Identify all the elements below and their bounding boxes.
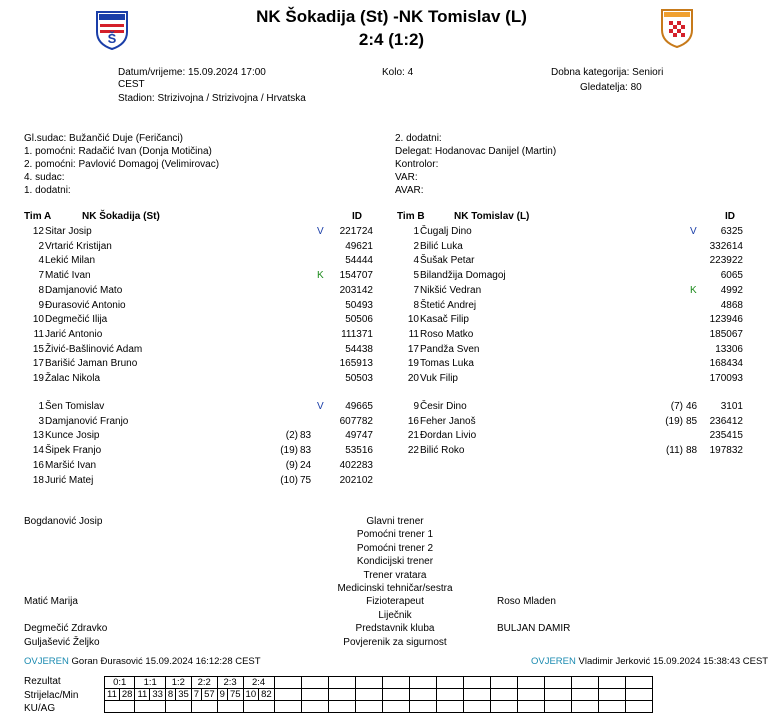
empty-cell	[301, 689, 328, 701]
label-scorer: Strijelac/Min	[24, 690, 79, 701]
player-number: 2	[413, 240, 419, 252]
player-number: 5	[413, 270, 419, 282]
player-id: 53516	[345, 445, 373, 457]
empty-cell	[243, 701, 274, 713]
staff-right-name: BULJAN DAMIR	[497, 623, 571, 635]
substituted-for: (2)	[285, 430, 298, 442]
player-number: 7	[38, 270, 44, 282]
player-name: Živić-Bašlinović Adam	[45, 343, 143, 355]
player-id: 54438	[345, 343, 373, 355]
player-id: 123946	[709, 314, 743, 326]
player-role-mark: K	[690, 284, 697, 296]
empty-cell	[544, 689, 571, 701]
match-timezone: CEST	[118, 79, 145, 90]
ku-ag-row	[105, 701, 653, 713]
player-number: 21	[407, 430, 419, 442]
team-b-id-header: ID	[725, 211, 735, 222]
player-number: 17	[32, 358, 44, 370]
empty-cell	[571, 701, 598, 713]
substituted-for: (9)	[285, 459, 298, 471]
player-name: Bilić Luka	[420, 240, 463, 252]
player-number: 10	[407, 314, 419, 326]
player-id: 402283	[339, 459, 373, 471]
team-b-label: Tim B	[397, 211, 425, 222]
empty-cell	[598, 689, 625, 701]
match-stadium: Stadion: Strizivojna / Strizivojna / Hrvatska	[118, 93, 306, 104]
player-number: 7	[413, 284, 419, 296]
scorer-number: 10	[243, 689, 259, 701]
player-row	[0, 358, 783, 372]
verification-right	[531, 656, 768, 667]
staff-left-name: Bogdanović Josip	[24, 516, 103, 527]
result-cell: 2:2	[191, 677, 217, 689]
player-name: Jurić Matej	[45, 474, 94, 486]
empty-cell	[517, 701, 544, 713]
empty-cell	[217, 701, 243, 713]
player-number: 1	[38, 401, 44, 412]
player-role-mark: V	[317, 401, 324, 412]
player-role-mark: V	[317, 226, 324, 237]
staff-role: Predstavnik kluba	[355, 623, 435, 635]
empty-cell	[490, 677, 517, 689]
player-id: 54444	[345, 255, 373, 267]
empty-cell	[274, 701, 301, 713]
scorer-minute: 35	[176, 689, 192, 701]
scorer-number: 8	[165, 689, 175, 701]
player-number: 4	[38, 255, 44, 267]
player-name: Šipek Franjo	[45, 445, 102, 457]
player-name: Đordan Livio	[420, 430, 477, 442]
verified-status-left: OVJEREN	[24, 656, 69, 667]
empty-cell	[328, 701, 355, 713]
player-id: 50493	[345, 299, 373, 311]
official-right-line: VAR:	[395, 172, 418, 183]
substitution-minute: 83	[300, 430, 312, 442]
player-number: 14	[32, 445, 44, 457]
player-id: 236412	[709, 415, 743, 427]
empty-cell	[598, 677, 625, 689]
player-row	[0, 445, 783, 459]
player-id: 6065	[720, 270, 743, 282]
player-number: 19	[32, 373, 44, 384]
empty-cell	[517, 677, 544, 689]
player-number: 12	[32, 226, 44, 237]
player-row	[0, 300, 783, 314]
empty-cell	[382, 677, 409, 689]
player-row	[0, 241, 783, 255]
official-right-line: Delegat: Hodanovac Danijel (Martin)	[395, 146, 557, 157]
team-b-name: NK Tomislav (L)	[454, 211, 530, 222]
staff-left-name: Degmečić Zdravko	[24, 623, 108, 635]
staff-role: Fizioterapeut	[366, 596, 424, 608]
player-id: 13306	[715, 343, 743, 355]
player-number: 18	[32, 474, 44, 486]
player-number: 17	[407, 343, 419, 355]
empty-cell	[135, 701, 165, 713]
player-name: Čugalj Dino	[420, 226, 472, 237]
player-name: Maršić Ivan	[45, 459, 97, 471]
player-name: Bilić Roko	[420, 445, 465, 457]
official-right-line: 2. dodatni:	[395, 133, 442, 144]
player-id: 6325	[720, 226, 743, 237]
scorer-number: 7	[191, 689, 201, 701]
official-right-line: AVAR:	[395, 185, 424, 196]
staff-role: Trener vratara	[363, 569, 427, 581]
empty-cell	[355, 677, 382, 689]
substitution-minute: 83	[300, 445, 312, 457]
empty-cell	[301, 701, 328, 713]
empty-cell	[625, 689, 652, 701]
empty-cell	[490, 701, 517, 713]
empty-cell	[382, 689, 409, 701]
player-id: 49665	[345, 401, 373, 412]
label-ku-ag: KU/AG	[24, 703, 56, 714]
player-number: 22	[407, 445, 419, 457]
staff-left-name: Matić Marija	[24, 596, 78, 608]
scorer-minute: 82	[259, 689, 275, 701]
empty-cell	[490, 689, 517, 701]
player-name: Žalac Nikola	[45, 373, 101, 384]
substitution-minute: 88	[686, 445, 698, 457]
empty-cell	[409, 677, 436, 689]
player-name: Damjanović Mato	[45, 284, 123, 296]
player-row	[0, 430, 783, 444]
player-id: 185067	[709, 328, 743, 340]
verified-by-right: Vladimir Jerković 15.09.2024 15:38:43 CEST	[578, 656, 769, 667]
player-name: Jarić Antonio	[45, 328, 103, 340]
player-name: Đurasović Antonio	[45, 299, 126, 311]
empty-cell	[571, 677, 598, 689]
player-row	[0, 416, 783, 430]
empty-cell	[517, 689, 544, 701]
result-cell: 1:2	[165, 677, 191, 689]
result-cell: 2:4	[243, 677, 274, 689]
player-id: 4992	[720, 284, 743, 296]
staff-role: Kondicijski trener	[356, 556, 434, 568]
empty-cell	[274, 677, 301, 689]
player-name: Damjanović Franjo	[45, 415, 129, 427]
staff-left-name: Guljašević Željko	[24, 636, 100, 648]
empty-cell	[355, 689, 382, 701]
player-id: 235415	[709, 430, 743, 442]
empty-cell	[436, 689, 463, 701]
player-row	[0, 475, 783, 489]
player-name: Vuk Filip	[420, 373, 458, 384]
empty-cell	[544, 701, 571, 713]
player-name: Feher Janoš	[420, 415, 476, 427]
empty-cell	[409, 689, 436, 701]
player-name: Roso Matko	[420, 328, 474, 340]
player-number: 13	[32, 430, 44, 442]
player-number: 9	[38, 299, 44, 311]
player-row	[0, 226, 783, 240]
player-name: Barišić Jaman Bruno	[45, 358, 138, 370]
player-number: 19	[407, 358, 419, 370]
player-row	[0, 344, 783, 358]
player-row	[0, 255, 783, 269]
player-row	[0, 285, 783, 299]
player-role-mark: V	[690, 226, 697, 237]
player-name: Kunce Josip	[45, 430, 100, 442]
empty-cell	[409, 701, 436, 713]
empty-cell	[571, 689, 598, 701]
scorer-number: 11	[105, 689, 120, 701]
empty-cell	[463, 701, 490, 713]
player-number: 11	[408, 328, 419, 340]
player-id: 50503	[345, 373, 373, 384]
scorer-row	[105, 689, 653, 701]
player-name: Nikšić Vedran	[420, 284, 482, 296]
result-cell: 0:1	[105, 677, 135, 689]
team-a-label: Tim A	[24, 211, 52, 222]
player-id: 154707	[339, 270, 373, 282]
player-number: 8	[413, 299, 419, 311]
player-name: Štetić Andrej	[420, 299, 477, 311]
player-name: Kasač Filip	[420, 314, 469, 326]
official-left-line: 4. sudac:	[24, 172, 65, 183]
empty-cell	[274, 689, 301, 701]
player-number: 2	[38, 240, 44, 252]
player-name: Pandža Sven	[420, 343, 480, 355]
substitution-minute: 85	[686, 415, 698, 427]
empty-cell	[436, 677, 463, 689]
player-name: Degmečić Ilija	[45, 314, 108, 326]
staff-role: Pomoćni trener 1	[356, 529, 434, 541]
empty-cell	[463, 689, 490, 701]
player-name: Sitar Josip	[45, 226, 92, 237]
player-id: 50506	[345, 314, 373, 326]
empty-cell	[625, 701, 652, 713]
label-result: Rezultat	[24, 676, 61, 687]
empty-cell	[328, 677, 355, 689]
substitution-minute: 24	[300, 459, 312, 471]
player-id: 49747	[345, 430, 373, 442]
player-number: 4	[413, 255, 419, 267]
player-row	[0, 460, 783, 474]
staff-role: Liječnik	[378, 609, 412, 621]
player-number: 16	[32, 459, 44, 471]
player-number: 10	[32, 314, 44, 326]
substitution-minute: 46	[686, 401, 698, 412]
score-table	[104, 676, 653, 713]
match-title: NK Šokadija (St) -NK Tomislav (L)	[256, 7, 527, 26]
result-cell: 2:3	[217, 677, 243, 689]
player-name: Vrtarić Kristijan	[45, 240, 112, 252]
player-name: Šen Tomislav	[45, 401, 105, 412]
staff-role: Glavni trener	[366, 516, 424, 527]
player-id: 223922	[709, 255, 743, 267]
player-number: 16	[407, 415, 419, 427]
empty-cell	[436, 701, 463, 713]
official-right-line: Kontrolor:	[395, 159, 439, 170]
player-row	[0, 373, 783, 387]
player-row	[0, 314, 783, 328]
empty-cell	[544, 677, 571, 689]
empty-cell	[105, 701, 135, 713]
svg-text:Š: Š	[107, 31, 117, 46]
result-row	[105, 677, 653, 689]
empty-cell	[191, 701, 217, 713]
substituted-for: (19)	[665, 415, 683, 427]
staff-role: Povjerenik za sigurnost	[343, 636, 447, 648]
match-datetime: Datum/vrijeme: 15.09.2024 17:00	[118, 67, 266, 78]
player-id: 111371	[341, 328, 373, 340]
scorer-minute: 75	[227, 689, 243, 701]
substituted-for: (19)	[280, 445, 298, 457]
verification-left	[24, 656, 261, 667]
match-score: 2:4 (1:2)	[358, 30, 425, 49]
team-a-name: NK Šokadija (St)	[82, 211, 160, 222]
scorer-minute: 28	[119, 689, 135, 701]
player-number: 15	[32, 343, 44, 355]
team-a-id-header: ID	[352, 211, 362, 222]
player-name: Lekić Milan	[45, 255, 96, 267]
player-id: 203142	[339, 284, 373, 296]
player-name: Bilandžija Domagoj	[420, 270, 506, 282]
player-id: 49621	[345, 240, 373, 252]
player-id: 3101	[720, 401, 743, 412]
scorer-minute: 57	[202, 689, 218, 701]
result-cell: 1:1	[135, 677, 165, 689]
player-id: 197832	[709, 445, 743, 457]
empty-cell	[598, 701, 625, 713]
verified-by-left: Goran Đurasović 15.09.2024 16:12:28 CEST	[71, 656, 261, 667]
staff-role: Pomoćni trener 2	[356, 542, 434, 554]
player-row	[0, 329, 783, 343]
staff-right-name: Roso Mladen	[497, 596, 556, 608]
player-number: 9	[413, 401, 419, 412]
official-left-line: 1. dodatni:	[24, 185, 71, 196]
player-name: Česir Dino	[420, 401, 467, 412]
player-id: 170093	[709, 373, 743, 384]
empty-cell	[165, 701, 191, 713]
empty-cell	[328, 689, 355, 701]
empty-cell	[382, 701, 409, 713]
scorer-minute: 33	[150, 689, 166, 701]
official-left-line: 2. pomoćni: Pavlović Domagoj (Velimirovac)	[24, 159, 220, 170]
substituted-for: (11)	[665, 445, 683, 457]
substituted-for: (10)	[280, 474, 298, 486]
player-id: 221724	[339, 226, 373, 237]
scorer-number: 9	[217, 689, 227, 701]
player-id: 168434	[709, 358, 743, 370]
official-left-line: Gl.sudac: Bužančić Duje (Feričanci)	[24, 133, 183, 144]
player-number: 3	[38, 415, 44, 427]
empty-cell	[355, 701, 382, 713]
substitution-minute: 75	[300, 474, 312, 486]
player-row	[0, 401, 783, 415]
empty-cell	[463, 677, 490, 689]
match-category: Dobna kategorija: Seniori	[551, 67, 664, 78]
player-name: Tomas Luka	[420, 358, 474, 370]
substituted-for: (7)	[670, 401, 683, 412]
scorer-number: 11	[135, 689, 150, 701]
player-number: 11	[33, 328, 44, 340]
player-id: 202102	[339, 474, 373, 486]
player-role-mark: K	[317, 270, 324, 282]
player-number: 1	[413, 226, 419, 237]
player-id: 4868	[720, 299, 743, 311]
player-id: 165913	[339, 358, 373, 370]
player-id: 607782	[339, 415, 373, 427]
player-name: Matić Ivan	[45, 270, 91, 282]
verified-status-right: OVJEREN	[531, 656, 576, 667]
empty-cell	[301, 677, 328, 689]
match-round: Kolo: 4	[382, 67, 414, 78]
player-name: Šušak Petar	[420, 255, 475, 267]
player-row	[0, 270, 783, 284]
staff-role: Medicinski tehničar/sestra	[337, 583, 453, 594]
match-spectators: Gledatelja: 80	[580, 82, 642, 93]
player-number: 8	[38, 284, 44, 296]
player-number: 20	[407, 373, 419, 384]
empty-cell	[625, 677, 652, 689]
player-id: 332614	[709, 240, 743, 252]
official-left-line: 1. pomoćni: Radačić Ivan (Donja Motičina)	[24, 146, 212, 157]
